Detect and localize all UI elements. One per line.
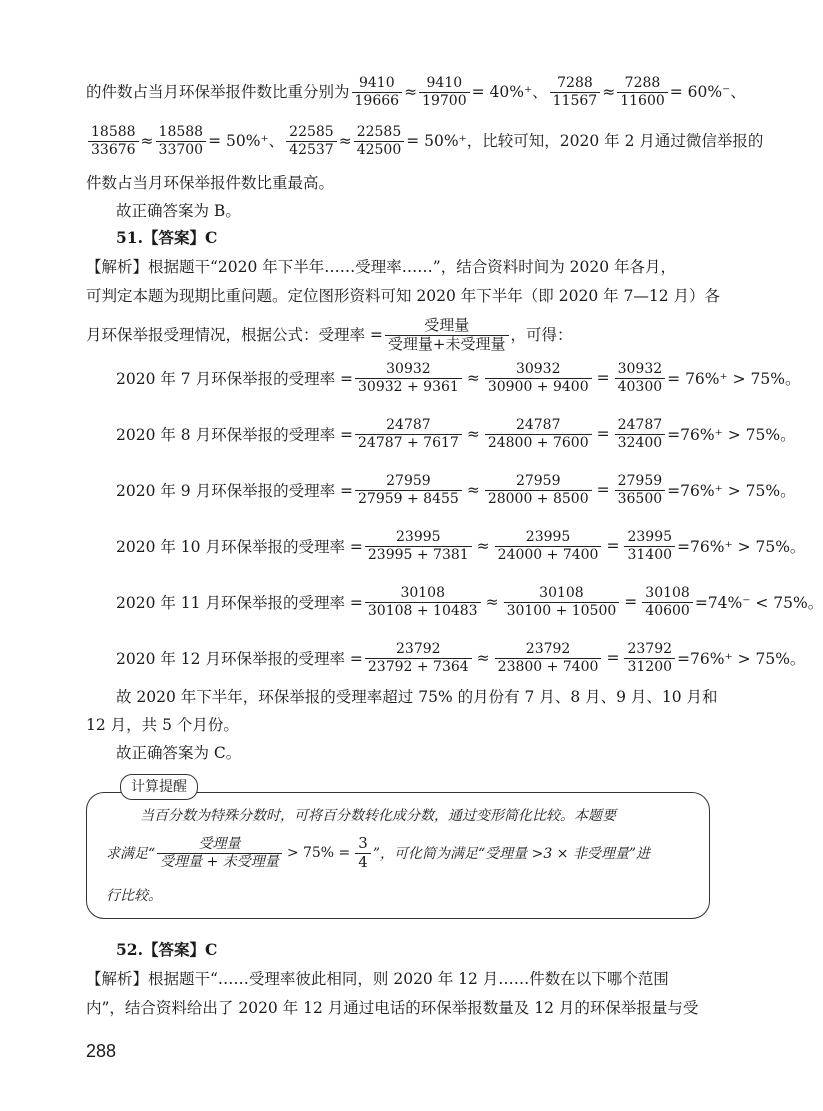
- fraction: $\frac{30108}{40600}$: [642, 586, 693, 618]
- equals-sign: =: [596, 369, 610, 388]
- q51-analysis-line-1: 【解析】根据题干“2020 年下半年……受理率……”，结合资料时间为 2020 年各月，: [86, 258, 677, 276]
- fraction: $\frac{24787}{24800 + 7600}$: [485, 418, 592, 450]
- tip-line-2-mid: > 75% =: [286, 845, 351, 862]
- approx-sign: ≈: [476, 649, 490, 668]
- formula-prefix: 月环保举报受理情况，根据公式：受理率 =: [86, 326, 383, 345]
- fraction: $\frac{30108}{30108 + 10483}$: [365, 586, 481, 618]
- rate-row: [116, 362, 801, 394]
- page-number: 288: [86, 1041, 117, 1061]
- equals-sign: =: [624, 593, 638, 612]
- tip-line-1: 当百分数为特殊分数时，可将百分数转化成分数，通过变形简化比较。本题要: [140, 808, 616, 824]
- approx-sign: ≈: [485, 593, 499, 612]
- q51-conclusion-line-1: 故 2020 年下半年，环保举报的受理率超过 75% 的月份有 7 月、8 月、9 月、10 月和: [116, 688, 718, 706]
- approx-sign: ≈: [476, 537, 490, 556]
- rate-row: [116, 642, 805, 674]
- rate-row-result: =74%⁻ < 75%。: [694, 594, 823, 613]
- rate-row: [116, 586, 823, 618]
- rate-row: [116, 474, 796, 506]
- tip-line-3: 行比较。: [106, 888, 162, 904]
- intro-line-1: 的件数占当月环保举报件数比重分别为 $\frac{9410}{19666}$ ≈ $\frac{9410}{19700}$ = 40%⁺、 $\frac{7288}{11567}$ ≈ $\frac{7288}{11600}$ = 60%⁻、: [86, 75, 746, 109]
- rate-row-result: =76%⁺ > 75%。: [667, 426, 796, 445]
- tip-line-2: [106, 836, 650, 871]
- q52-analysis-line-2: 内”，结合资料给出了 2020 年 12 月通过电话的环保举报数量及 12 月的环保举报量与受: [86, 999, 699, 1017]
- q51-answer: 故正确答案为 C。: [116, 744, 242, 762]
- tip-line-2-prefix: 求满足“: [106, 846, 156, 863]
- q51-conclusion-line-2: 12 月，共 5 个月份。: [86, 716, 239, 734]
- fraction: $\frac{23792}{23792 + 7364}$: [365, 642, 472, 674]
- equals-sign: =: [606, 537, 620, 556]
- intro-line-3: 件数占当月环保举报件数比重最高。: [86, 174, 335, 192]
- fraction: $\frac{24787}{32400}$: [615, 418, 666, 450]
- intro-line-1-prefix: 的件数占当月环保举报件数比重分别为: [86, 83, 350, 102]
- rate-row-label: 2020 年 9 月环保举报的受理率 =: [116, 482, 354, 501]
- rate-row: [116, 530, 805, 562]
- equals-sign: =: [596, 481, 610, 500]
- three-quarters-fraction: $\frac{3}{4}$: [355, 836, 371, 871]
- fraction: $\frac{27959}{28000 + 8500}$: [485, 474, 592, 506]
- fraction: $\frac{30108}{30100 + 10500}$: [504, 586, 620, 618]
- tip-fraction: $\frac{\text{受理量}}{\text{受理量 + 未受理量}}$: [157, 837, 282, 869]
- rate-row-label: 2020 年 11 月环保举报的受理率 =: [116, 594, 363, 613]
- formula-fraction: $\frac{\text{受理量}}{\text{受理量+未受理量}}$: [385, 318, 509, 353]
- approx-sign: ≈: [466, 481, 480, 500]
- formula-suffix: ，可得：: [510, 326, 573, 345]
- fraction: $\frac{18588}{33676}$: [88, 125, 139, 157]
- fraction: $\frac{22585}{42500}$: [354, 125, 405, 157]
- fraction: $\frac{30932}{30932 + 9361}$: [355, 362, 462, 394]
- fraction: $\frac{24787}{24787 + 7617}$: [355, 418, 462, 450]
- rate-row-label: 2020 年 8 月环保举报的受理率 =: [116, 426, 354, 445]
- fraction: $\frac{18588}{33700}$: [156, 125, 207, 157]
- fraction: $\frac{7288}{11567}$: [550, 76, 601, 108]
- rate-row: [116, 418, 796, 450]
- rate-row-result: =76%⁺ > 75%。: [677, 538, 806, 557]
- q51-heading: 51.【答案】C: [116, 228, 218, 247]
- result-text: = 60%⁻、: [669, 83, 746, 102]
- q51-analysis-line-2: 可判定本题为现期比重问题。定位图形资料可知 2020 年下半年（即 2020 年 7—12 月）各: [86, 287, 721, 305]
- rate-row-label: 2020 年 12 月环保举报的受理率 =: [116, 650, 363, 669]
- fraction: $\frac{22585}{42537}$: [286, 125, 337, 157]
- fraction: $\frac{23995}{24000 + 7400}$: [495, 530, 602, 562]
- fraction: $\frac{30932}{40300}$: [615, 362, 666, 394]
- equals-sign: =: [606, 649, 620, 668]
- fraction: $\frac{23995}{23995 + 7381}$: [365, 530, 472, 562]
- calculation-tip-badge: 计算提醒: [120, 774, 198, 800]
- approx-sign: ≈: [466, 369, 480, 388]
- fraction: $\frac{27959}{36500}$: [615, 474, 666, 506]
- tip-line-2-suffix: ”，可化简为满足“受理量 >3 × 非受理量”进: [372, 846, 651, 863]
- fraction: $\frac{23995}{31400}$: [624, 530, 675, 562]
- rate-row-result: =76%⁺ > 75%。: [677, 650, 806, 669]
- q51-analysis-line-3: [86, 318, 573, 353]
- rate-row-result: =76%⁺ > 75%。: [667, 482, 796, 501]
- fraction: $\frac{27959}{27959 + 8455}$: [355, 474, 462, 506]
- intro-answer: 故正确答案为 B。: [116, 202, 241, 220]
- approx-sign: ≈: [466, 425, 480, 444]
- equals-sign: =: [596, 425, 610, 444]
- result-text: = 40%⁺、: [471, 83, 548, 102]
- fraction: $\frac{7288}{11600}$: [617, 76, 668, 108]
- result-text: = 50%⁺，比较可知，2020 年 2 月通过微信举报的: [406, 132, 764, 151]
- intro-line-2: $\frac{18588}{33676}$ ≈ $\frac{18588}{33700}$ = 50%⁺、 $\frac{22585}{42537}$ ≈ $\frac{22585}{42500}$ = 50%⁺，比较可知，2020 年 2 月通过微信举报的: [86, 125, 763, 157]
- fraction: $\frac{9410}{19700}$: [419, 76, 470, 108]
- rate-row-label: 2020 年 7 月环保举报的受理率 =: [116, 370, 354, 389]
- q52-analysis-line-1: 【解析】根据题干“……受理率彼此相同，则 2020 年 12 月……件数在以下哪个范围: [86, 970, 669, 988]
- rate-row-label: 2020 年 10 月环保举报的受理率 =: [116, 538, 363, 557]
- fraction: $\frac{23792}{31200}$: [624, 642, 675, 674]
- q52-heading: 52.【答案】C: [116, 940, 218, 959]
- result-text: = 50%⁺、: [208, 132, 285, 151]
- fraction: $\frac{23792}{23800 + 7400}$: [495, 642, 602, 674]
- fraction: $\frac{30932}{30900 + 9400}$: [485, 362, 592, 394]
- fraction: $\frac{9410}{19666}$: [352, 76, 403, 108]
- rate-row-result: = 76%⁺ > 75%。: [667, 370, 801, 389]
